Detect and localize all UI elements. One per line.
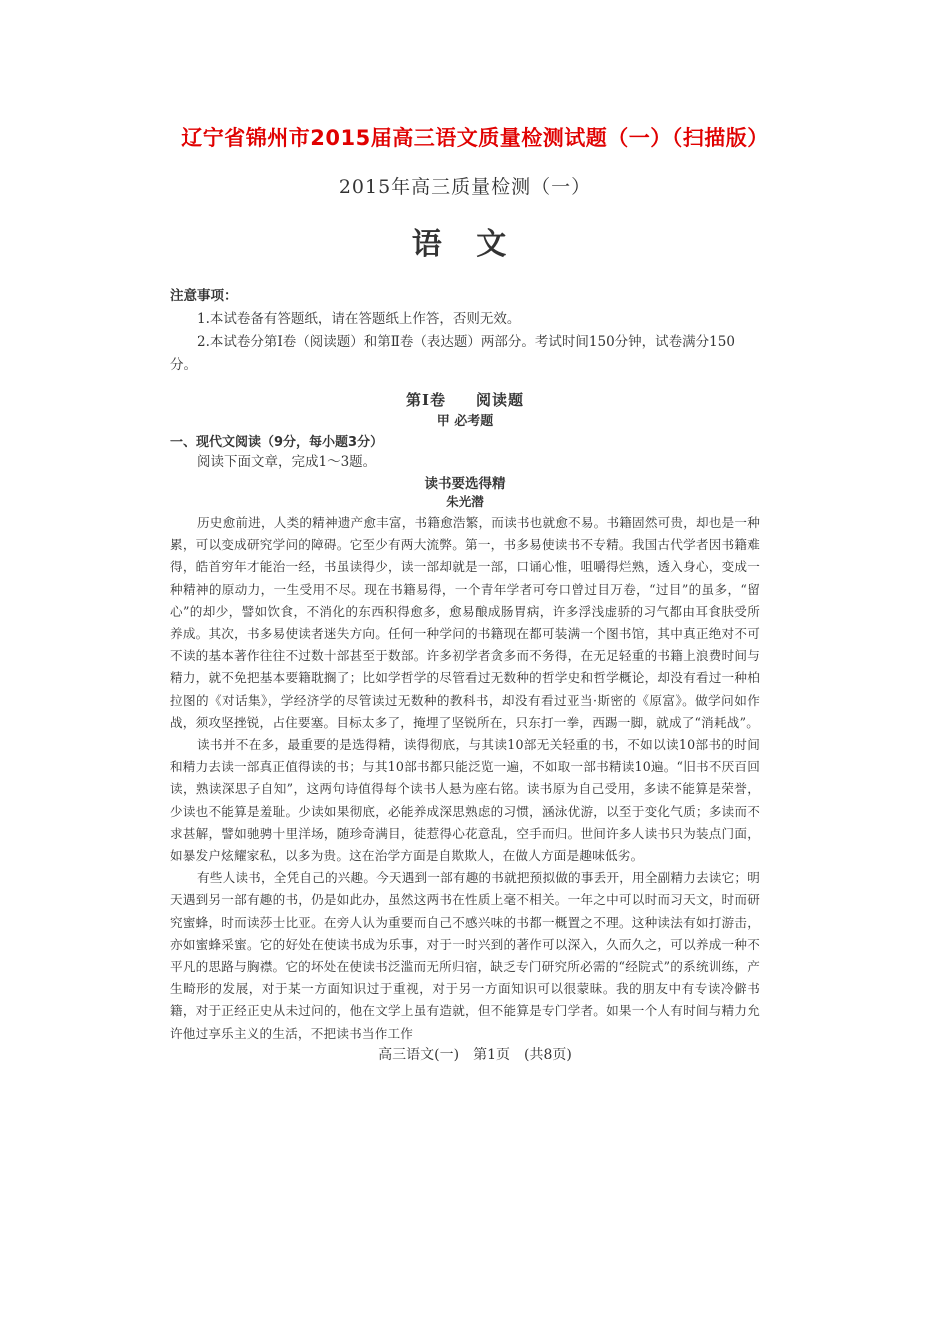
article-author: 朱光潜 (446, 494, 484, 509)
article-paragraph: 有些人读书，全凭自己的兴趣。今天遇到一部有趣的书就把预拟做的事丢开，用全副精力去读它；明天遇到另一部有趣的书，仍是如此办，虽然这两书在性质上毫不相关。一年之中可以时而习天文，时而研究蜜蜂，时而读莎士比亚。在旁人认为重要而自己不感兴味的书都一概置之不理。这种读法有如打游击，亦如蜜蜂采蜜。它的好处在使读书成为乐事，对于一时兴到的著作可以深入，久而久之，可以养成一种不平凡的思路与胸襟。它的坏处在使读书泛滥而无所归宿，缺乏专门研究所必需的“经院式”的系统训练，产生畸形的发展，对于某一方面知识过于重视，对于另一方面知识可以很蒙昧。我的朋友中有专读冷僻书籍，对于正经正史从未过问的，他在文学上虽有造就，但不能算是专门学者。如果一个人有时间与精力允许他过享乐主义的生活，不把读书当作工作 (170, 870, 760, 1041)
notice-heading: 注意事项： (170, 288, 238, 304)
exam-name: 2015年高三质量检测（一） (338, 176, 592, 198)
scanned-exam-page (170, 172, 760, 1045)
part-title (170, 389, 760, 410)
article-paragraph: 历史愈前进，人类的精神遗产愈丰富，书籍愈浩繁，而读书也就愈不易。书籍固然可贵，却也是一种累，可以变成研究学问的障碍。它至少有两大流弊。第一，书多易使读书不专精。我国古代学者因书籍难得，皓首穷年才能治一经，书虽读得少，读一部却就是一部，口诵心惟，咀嚼得烂熟，透入身心，变成一种精神的原动力，一生受用不尽。现在书籍易得，一个青年学者可夸口曾过目万卷，“过目”的虽多，“留心”的却少，譬如饮食，不消化的东西积得愈多，愈易酿成肠胃病，许多浮浅虚骄的习气都由耳食肤受所养成。其次，书多易使读者迷失方向。任何一种学问的书籍现在都可装满一个图书馆，其中真正绝对不可不读的基本著作往往不过数十部甚至于数部。许多初学者贪多而不务得，在无足轻重的书籍上浪费时间与精力，就不免把基本要籍耽搁了；比如学哲学的尽管看过无数种的哲学史和哲学概论，却没有看过一种柏拉图的《对话集》，学经济学的尽管读过无数种的教科书，却没有看过亚当·斯密的《原富》。做学问如作战，须攻坚挫锐，占住要塞。目标太多了，掩埋了坚锐所在，只东打一拳，西踢一脚，就成了“消耗战”。 (170, 515, 760, 730)
document-title: 辽宁省锦州市2015届高三语文质量检测试题（一）（扫描版） (181, 126, 769, 150)
article-title: 读书要选得精 (424, 476, 506, 492)
notice-section (170, 285, 760, 377)
part-number: 第Ⅰ卷 (405, 391, 446, 409)
article-paragraph: 读书并不在多，最重要的是选得精，读得彻底，与其读10部无关轻重的书，不如以读10部书的时间和精力去读一部真正值得读的书；与其10部书都只能泛览一遍，不如取一部书精读10遍。“旧书不厌百回读，熟读深思子自知”，这两句诗值得每个读书人悬为座右铭。读书原为自己受用，多读不能算是荣誉，少读也不能算是羞耻。少读如果彻底，必能养成深思熟虑的习惯，涵泳优游，以至于变化气质；多读而不求甚解，譬如驰骋十里洋场，随珍奇满目，徒惹得心花意乱，空手而归。世间许多人读书只为装点门面，如暴发户炫耀家私，以多为贵。这在治学方面是自欺欺人，在做人方面是趣味低劣。 (170, 737, 760, 864)
notice-item: 2.本试卷分第Ⅰ卷（阅读题）和第Ⅱ卷（表达题）两部分。考试时间150分钟，试卷满分150分。 (170, 334, 735, 373)
page-footer: 高三语文(一) 第1页 (共8页) (378, 1047, 572, 1063)
instruction: 阅读下面文章，完成1～3题。 (197, 454, 377, 470)
part-subtitle: 甲 必考题 (436, 414, 494, 429)
article-body (170, 512, 760, 1045)
part-name: 阅读题 (476, 391, 525, 409)
notice-item: 1.本试卷备有答题纸，请在答题纸上作答，否则无效。 (197, 311, 521, 327)
section-heading: 一、现代文阅读（9分，每小题3分） (170, 435, 384, 450)
subject-title: 语 文 (411, 227, 519, 262)
